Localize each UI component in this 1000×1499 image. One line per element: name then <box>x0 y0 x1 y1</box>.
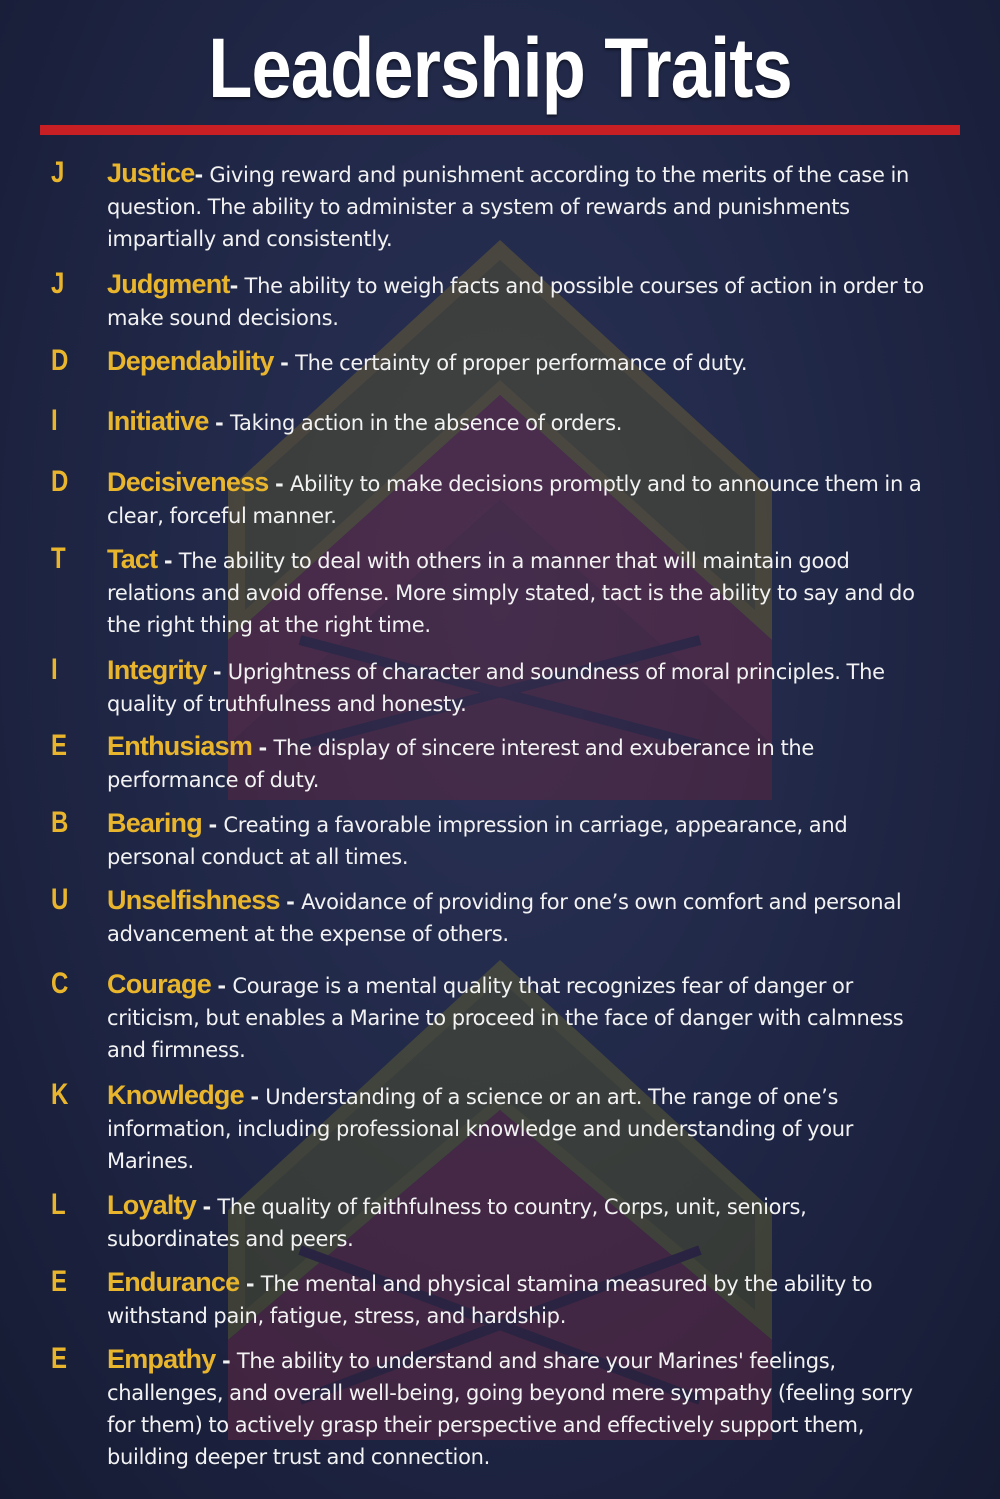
trait-name: Unselfishness <box>107 885 280 915</box>
trait-letter: B <box>51 806 69 839</box>
trait-name: Courage <box>107 969 211 999</box>
trait-name: Tact <box>107 544 158 574</box>
trait-separator: - <box>208 411 230 435</box>
trait-name: Bearing <box>107 808 202 838</box>
trait-name: Enthusiasm <box>107 731 253 761</box>
trait-separator: - <box>229 274 245 298</box>
trait-body <box>107 345 937 379</box>
trait-letter: D <box>51 465 69 498</box>
trait-separator: - <box>195 1195 218 1219</box>
trait-body <box>107 157 937 255</box>
trait-letter: J <box>51 267 65 300</box>
trait-letter: C <box>51 967 69 1000</box>
trait-description: Understanding of a science or an art. The range of one’s information, including professional knowledge and understanding of your Marines. <box>107 1085 854 1173</box>
trait-letter: L <box>51 1188 66 1221</box>
trait-name: Endurance <box>107 1267 240 1297</box>
trait-name: Integrity <box>107 655 207 685</box>
trait-body <box>107 968 937 1066</box>
trait-name: Decisiveness <box>107 467 269 497</box>
trait-description: The ability to weigh facts and possible courses of action in order to make sound decisions. <box>107 274 924 330</box>
trait-separator: - <box>268 472 290 496</box>
trait-body <box>107 466 937 532</box>
trait-separator: - <box>215 1349 237 1373</box>
trait-description: Creating a favorable impression in carriage, appearance, and personal conduct at all times. <box>107 813 848 869</box>
trait-name: Knowledge <box>107 1080 244 1110</box>
trait-separator: - <box>239 1272 261 1296</box>
trait-name: Loyalty <box>107 1190 196 1220</box>
trait-letter: E <box>51 1342 68 1375</box>
trait-description: The certainty of proper performance of duty. <box>295 351 748 375</box>
trait-separator: - <box>243 1085 266 1109</box>
trait-description: Avoidance of providing for one’s own comfort and personal advancement at the expense of others. <box>107 890 902 946</box>
page-title: Leadership Traits <box>208 21 792 115</box>
trait-letter: J <box>51 156 65 189</box>
trait-body <box>107 730 937 796</box>
trait-letter: E <box>51 1265 68 1298</box>
trait-description: Courage is a mental quality that recognizes fear of danger or criticism, but enables a Marine to proceed in the face of danger with calmness and firmness. <box>107 974 904 1062</box>
trait-separator: - <box>157 549 179 573</box>
trait-name: Dependability <box>107 346 274 376</box>
trait-description: The ability to understand and share your Marines' feelings, challenges, and overall well-being, going beyond mere sympathy (feeling sorry for them) to actively grasp their perspective and effectively support them, building deeper trust and connection. <box>107 1349 913 1469</box>
trait-name: Empathy <box>107 1344 216 1374</box>
title-divider <box>40 125 960 135</box>
trait-separator: - <box>194 163 210 187</box>
trait-letter: T <box>51 542 66 575</box>
trait-body <box>107 807 937 873</box>
trait-separator: - <box>201 813 224 837</box>
trait-body <box>107 405 937 439</box>
trait-body <box>107 654 937 720</box>
trait-body <box>107 1189 937 1255</box>
trait-separator: - <box>210 974 233 998</box>
trait-letter: U <box>51 883 69 916</box>
trait-description: Giving reward and punishment according to the merits of the case in question. The ability to administer a system of rewards and punishments impartially and consistently. <box>107 163 909 251</box>
trait-description: The display of sincere interest and exuberance in the performance of duty. <box>107 736 815 792</box>
trait-letter: E <box>51 729 68 762</box>
trait-letter: D <box>51 344 69 377</box>
trait-description: Ability to make decisions promptly and to announce them in a clear, forceful manner. <box>107 472 922 528</box>
trait-body <box>107 543 937 641</box>
trait-separator: - <box>273 351 296 375</box>
trait-description: Uprightness of character and soundness of moral principles. The quality of truthfulness and honesty. <box>107 660 885 716</box>
trait-letter: I <box>51 653 58 686</box>
trait-letter: I <box>51 404 58 437</box>
trait-letter: K <box>51 1078 69 1111</box>
trait-body <box>107 1079 937 1177</box>
trait-separator: - <box>252 736 274 760</box>
trait-description: The ability to deal with others in a manner that will maintain good relations and avoid offense. More simply stated, tact is the ability to say and do the right thing at the right time. <box>107 549 915 637</box>
trait-body <box>107 1343 937 1473</box>
trait-body <box>107 884 937 950</box>
trait-name: Initiative <box>107 406 209 436</box>
trait-name: Justice <box>107 158 195 188</box>
trait-body <box>107 1266 937 1332</box>
trait-separator: - <box>206 660 228 684</box>
trait-description: The quality of faithfulness to country, Corps, unit, seniors, subordinates and peers. <box>107 1195 807 1251</box>
trait-body <box>107 268 937 334</box>
trait-description: Taking action in the absence of orders. <box>229 411 623 435</box>
trait-name: Judgment <box>107 269 230 299</box>
trait-separator: - <box>279 890 302 914</box>
trait-description: The mental and physical stamina measured by the ability to withstand pain, fatigue, stress, and hardship. <box>107 1272 873 1328</box>
